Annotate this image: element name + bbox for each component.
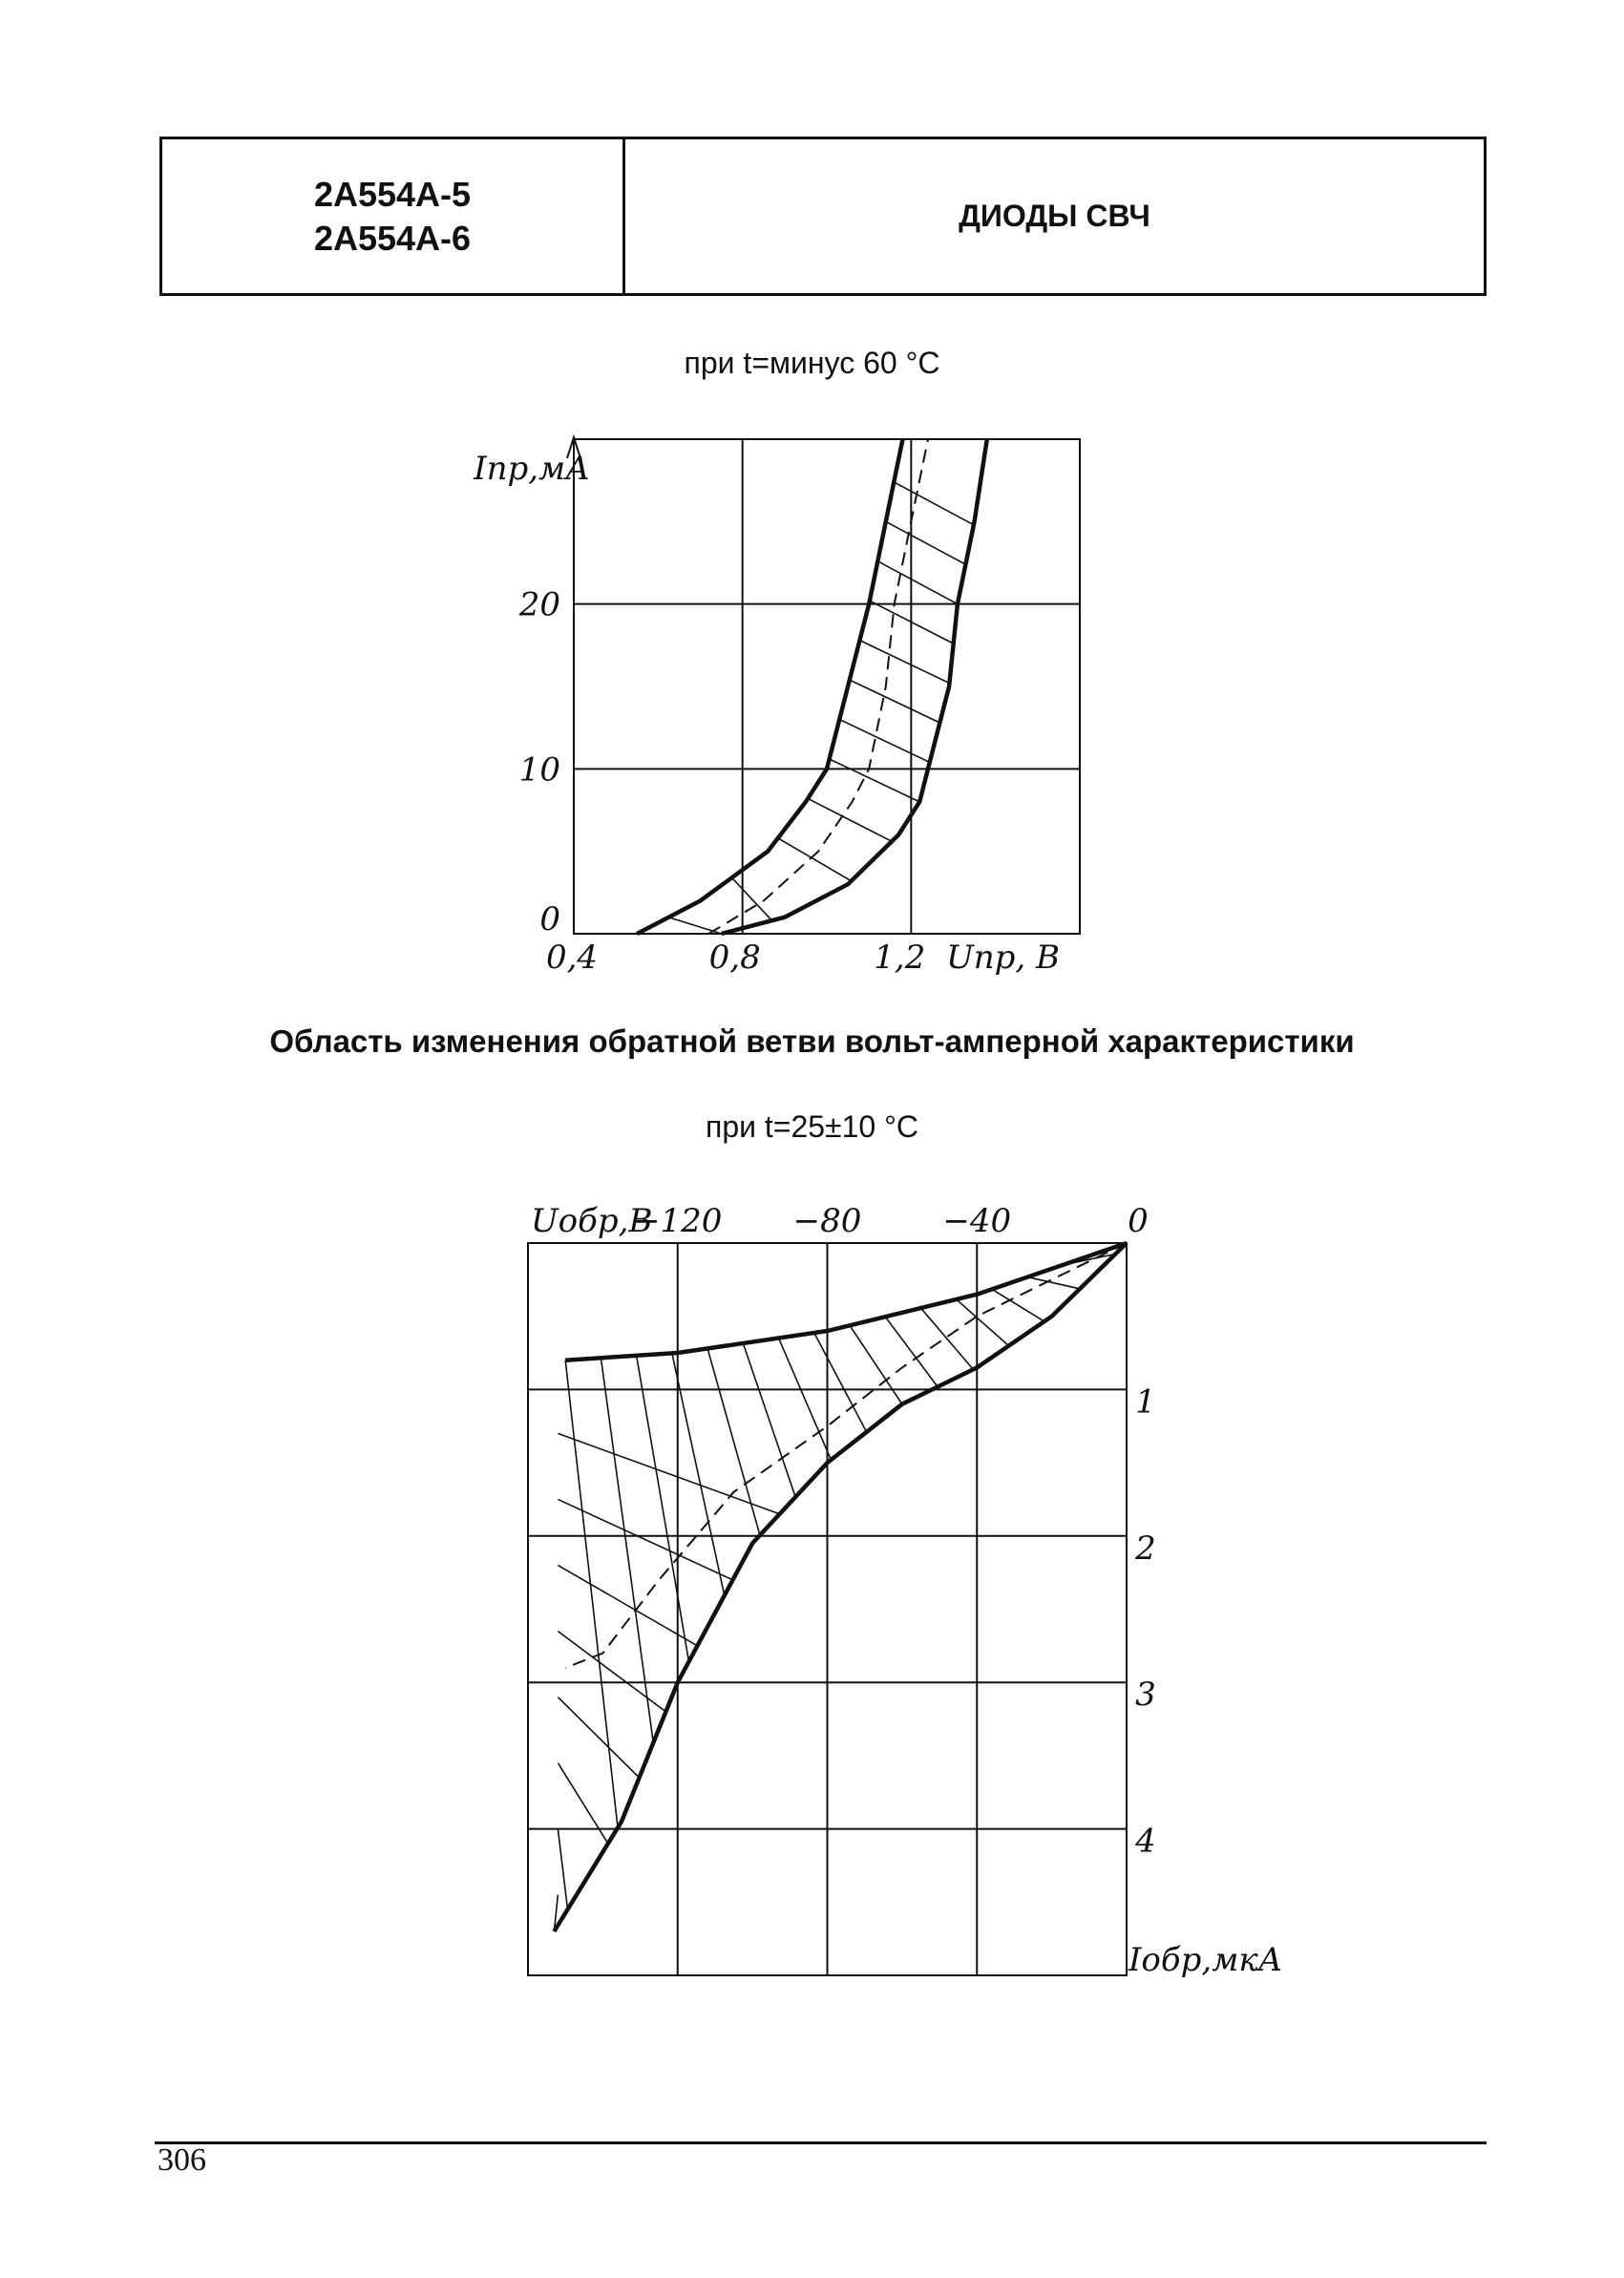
reverse-hatch-line — [558, 1565, 697, 1645]
forward-series-3 — [722, 439, 987, 934]
forward-hatch-line — [839, 720, 930, 763]
forward-x-axis-label: Uпр, В — [946, 939, 1060, 977]
forward-chart — [473, 437, 1080, 977]
reverse-x-tick-label: −80 — [792, 1202, 862, 1240]
forward-y-axis-label: Iпр,мА — [474, 450, 590, 488]
footer-rule — [155, 2141, 1487, 2144]
reverse-hatch-line — [1027, 1277, 1080, 1289]
reverse-hatch-line — [920, 1308, 973, 1369]
reverse-series-1 — [565, 1243, 1127, 1360]
reverse-hatch-line — [558, 1698, 639, 1778]
reverse-y-axis-label: Iобр,мкА — [1128, 1941, 1283, 1979]
reverse-hatch-line — [558, 1763, 608, 1844]
reverse-x-tick-label: −120 — [633, 1202, 723, 1240]
reverse-y-tick-label: 1 — [1135, 1382, 1156, 1422]
forward-hatch-line — [830, 759, 920, 802]
reverse-x-tick-label: −40 — [942, 1202, 1012, 1240]
reverse-hatch-line — [601, 1358, 653, 1742]
reverse-hatch-line — [885, 1317, 938, 1386]
forward-hatch-line — [894, 482, 974, 525]
reverse-hatch-line — [558, 1433, 779, 1513]
reverse-chart — [528, 1202, 1282, 1979]
reverse-x-tick-label: 0 — [1128, 1202, 1149, 1240]
forward-y-tick-label: 10 — [518, 750, 560, 790]
forward-x-tick-label: 1,2 — [874, 939, 926, 977]
reverse-y-tick-label: 2 — [1135, 1529, 1156, 1568]
reverse-hatch-line — [707, 1348, 760, 1535]
reverse-series-2 — [565, 1243, 1127, 1668]
model-name-2: 2А554А-6 — [313, 218, 472, 258]
reverse-hatch-line — [743, 1343, 795, 1497]
forward-plot-frame — [574, 439, 1080, 934]
forward-chart-condition: при t=минус 60 °C — [684, 346, 940, 380]
forward-x-tick-label: 0,4 — [545, 939, 599, 977]
forward-x-tick-label: 0,8 — [708, 939, 761, 977]
forward-hatch-line — [886, 521, 966, 564]
reverse-hatch-line — [558, 1632, 665, 1712]
reverse-hatch-line — [992, 1289, 1044, 1321]
forward-hatch-line — [850, 680, 940, 723]
reverse-hatch-line — [957, 1299, 1009, 1346]
forward-y-tick-label: 0 — [539, 900, 560, 939]
page-number: 306 — [158, 2142, 206, 2178]
reverse-x-axis-label: Uобр,В — [531, 1202, 653, 1240]
reverse-hatch-line — [850, 1325, 902, 1403]
forward-y-tick-label: 20 — [518, 585, 560, 624]
reverse-y-tick-label: 3 — [1135, 1676, 1156, 1715]
reverse-hatch-line — [565, 1360, 618, 1828]
category-title: ДИОДЫ СВЧ — [959, 199, 1150, 233]
forward-hatch-line — [778, 838, 852, 881]
forward-hatch-line — [877, 561, 958, 604]
section-title: Область изменения обратной ветви вольт-амперной характеристики — [269, 1023, 1355, 1059]
reverse-chart-condition: при t=25±10 °C — [705, 1109, 918, 1144]
reverse-y-tick-label: 4 — [1135, 1822, 1156, 1861]
reverse-hatch-line — [558, 1829, 567, 1909]
model-name-1: 2А554А-5 — [313, 174, 472, 214]
forward-hatch-line — [859, 641, 949, 684]
